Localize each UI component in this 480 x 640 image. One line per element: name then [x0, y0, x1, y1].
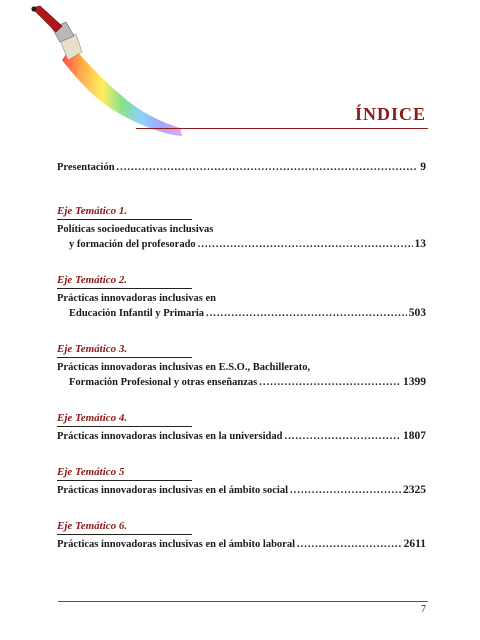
toc-entry-page: 2325 [403, 484, 426, 496]
toc-entry-label: Presentación [57, 162, 115, 173]
toc-entry-line: Prácticas innovadoras inclusivas en el ámbito laboral [57, 539, 296, 550]
dot-leader [284, 429, 401, 444]
dot-leader [198, 237, 413, 252]
toc-entry-line: Políticas socioeducativas inclusivas [57, 224, 214, 235]
toc-section-6 [57, 516, 426, 552]
footer-divider [58, 601, 428, 602]
toc-entry-page: 1807 [403, 430, 426, 442]
section-heading: Eje Temático 3. [57, 342, 192, 358]
toc-entry-line: Formación Profesional y otras enseñanzas [69, 377, 258, 388]
rainbow-paintbrush-icon [10, 4, 185, 144]
toc-entry-line: Prácticas innovadoras inclusivas en la universidad [57, 431, 283, 442]
table-of-contents [57, 160, 426, 570]
toc-entry-page: 2611 [403, 538, 426, 550]
toc-entry-presentacion [57, 160, 426, 175]
toc-entry-page: 1399 [403, 376, 426, 388]
toc-entry-line: Prácticas innovadoras inclusivas en E.S.O., Bachillerato, [57, 362, 311, 373]
toc-entry-page: 503 [408, 307, 426, 319]
dot-leader [117, 160, 419, 175]
index-title: ÍNDICE [354, 104, 426, 124]
dot-leader [206, 306, 407, 321]
toc-section-2 [57, 270, 426, 321]
section-heading: Eje Temático 4. [57, 411, 192, 427]
toc-entry-page: 9 [420, 161, 426, 173]
toc-entry-line: Educación Infantil y Primaria [69, 308, 205, 319]
dot-leader [259, 375, 401, 390]
toc-entry-line: Prácticas innovadoras inclusivas en [57, 293, 216, 304]
toc-entry-line: Prácticas innovadoras inclusivas en el ámbito social [57, 485, 288, 496]
section-heading: Eje Temático 1. [57, 204, 192, 220]
section-heading: Eje Temático 2. [57, 273, 192, 289]
toc-section-4 [57, 408, 426, 444]
toc-entry-line: y formación del profesorado [69, 239, 196, 250]
page-number: 7 [421, 604, 426, 615]
section-heading: Eje Temático 5 [57, 465, 192, 481]
toc-section-1 [57, 201, 426, 252]
title-divider [136, 128, 428, 129]
toc-entry-page: 13 [414, 238, 426, 250]
toc-section-5 [57, 462, 426, 498]
dot-leader [297, 537, 402, 552]
dot-leader [290, 483, 401, 498]
toc-section-3 [57, 339, 426, 390]
section-heading: Eje Temático 6. [57, 519, 192, 535]
